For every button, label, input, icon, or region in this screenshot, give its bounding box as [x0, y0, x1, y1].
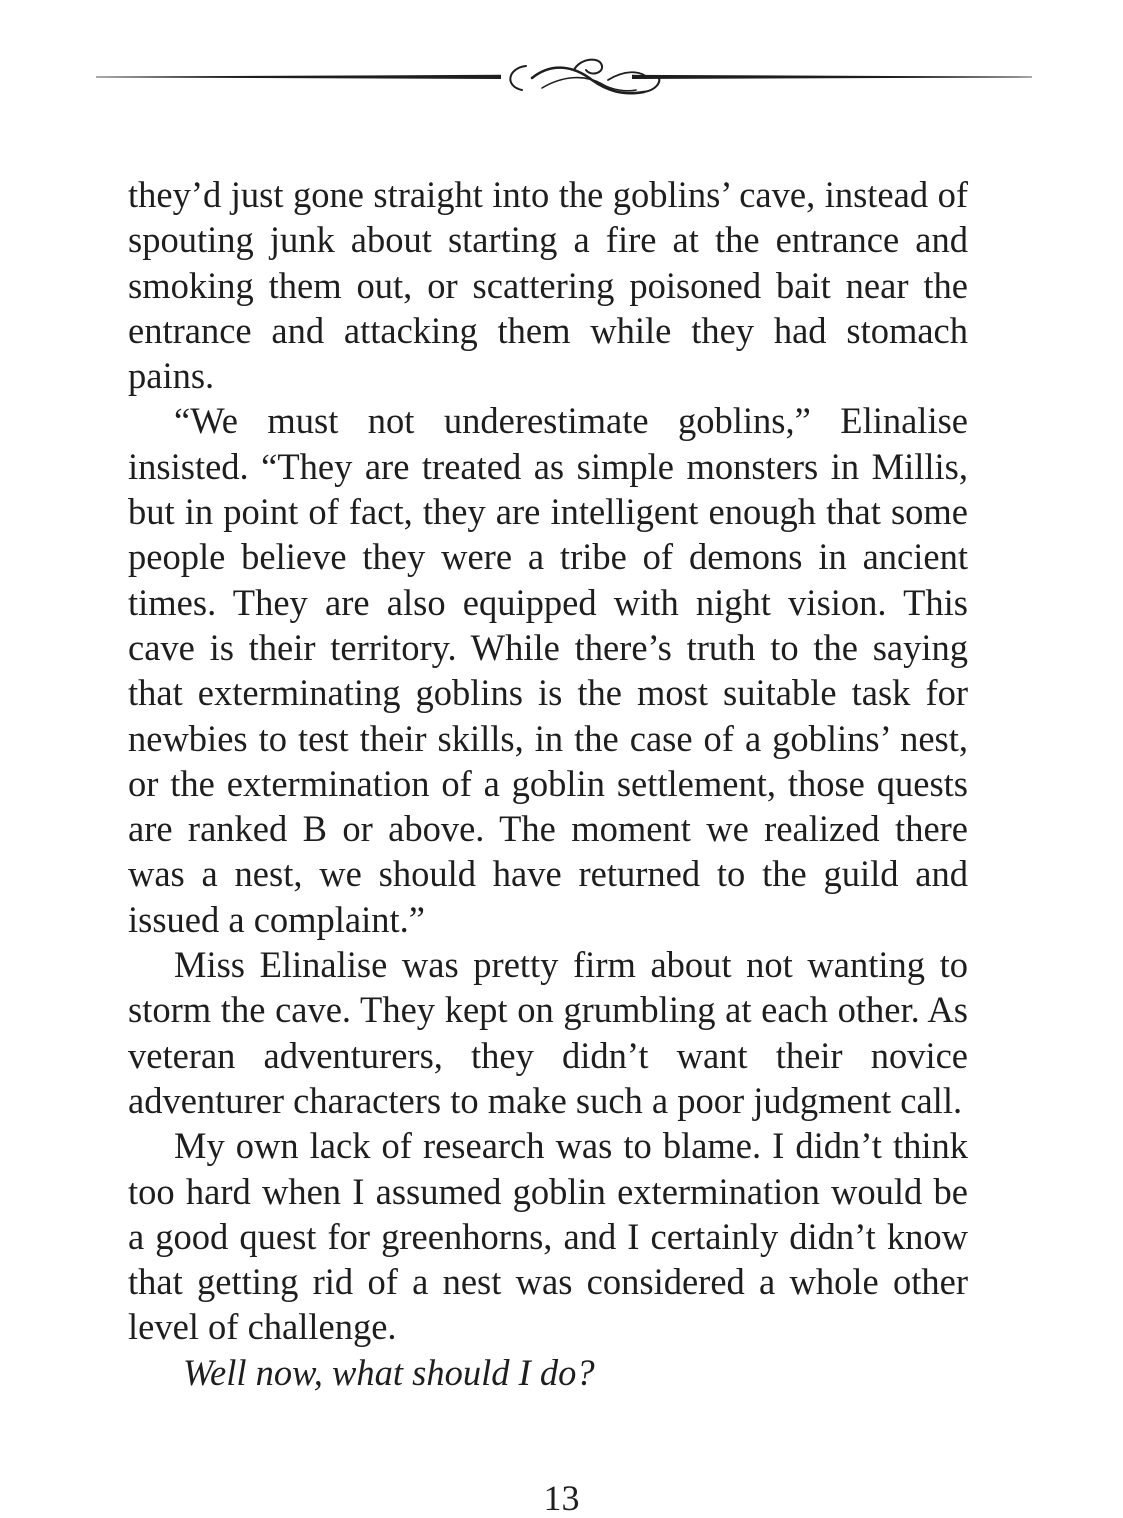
paragraph-reflection: My own lack of research was to blame. I didn’t think too hard when I assumed goblin extermination would be a good quest for greenhorns, and I certainly didn’t know that getting rid of a nest was considered a whole other level of challenge.	[128, 1125, 968, 1348]
paragraph-continuation: they’d just gone straight into the goblins’ cave, instead of spouting junk about starting a fire at the entrance and smoking them out, or scattering poisoned bait near the entrance and attacking them while they had stomach pains.	[128, 174, 968, 397]
header-flourish-ornament	[96, 52, 1032, 108]
page-number: 13	[543, 1478, 580, 1518]
paragraph-elinalise-dialogue: “We must not underestimate goblins,” Elinalise insisted. “They are treated as simple monsters in Millis, but in point of fact, they are intelligent enough that some people believe they were a tribe of demons in ancient times. They are also equipped with night vision. This cave is their territory. While there’s truth to the saying that exterminating goblins is the most suitable task for newbies to test their skills, in the case of a goblins’ nest, or the extermination of a goblin settlement, those quests are ranked B or above. The moment we realized there was a nest, we should have returned to the guild and issued a complaint.”	[128, 400, 968, 940]
paragraph-narration: Miss Elinalise was pretty firm about not wanting to storm the cave. They kept on grumbling at each other. As veteran adventurers, they didn’t want their novice adventurer characters to make such a poor judgment call.	[128, 944, 968, 1121]
body-text	[128, 172, 968, 1395]
paragraph-inner-thought: Well now, what should I do?	[183, 1351, 595, 1393]
